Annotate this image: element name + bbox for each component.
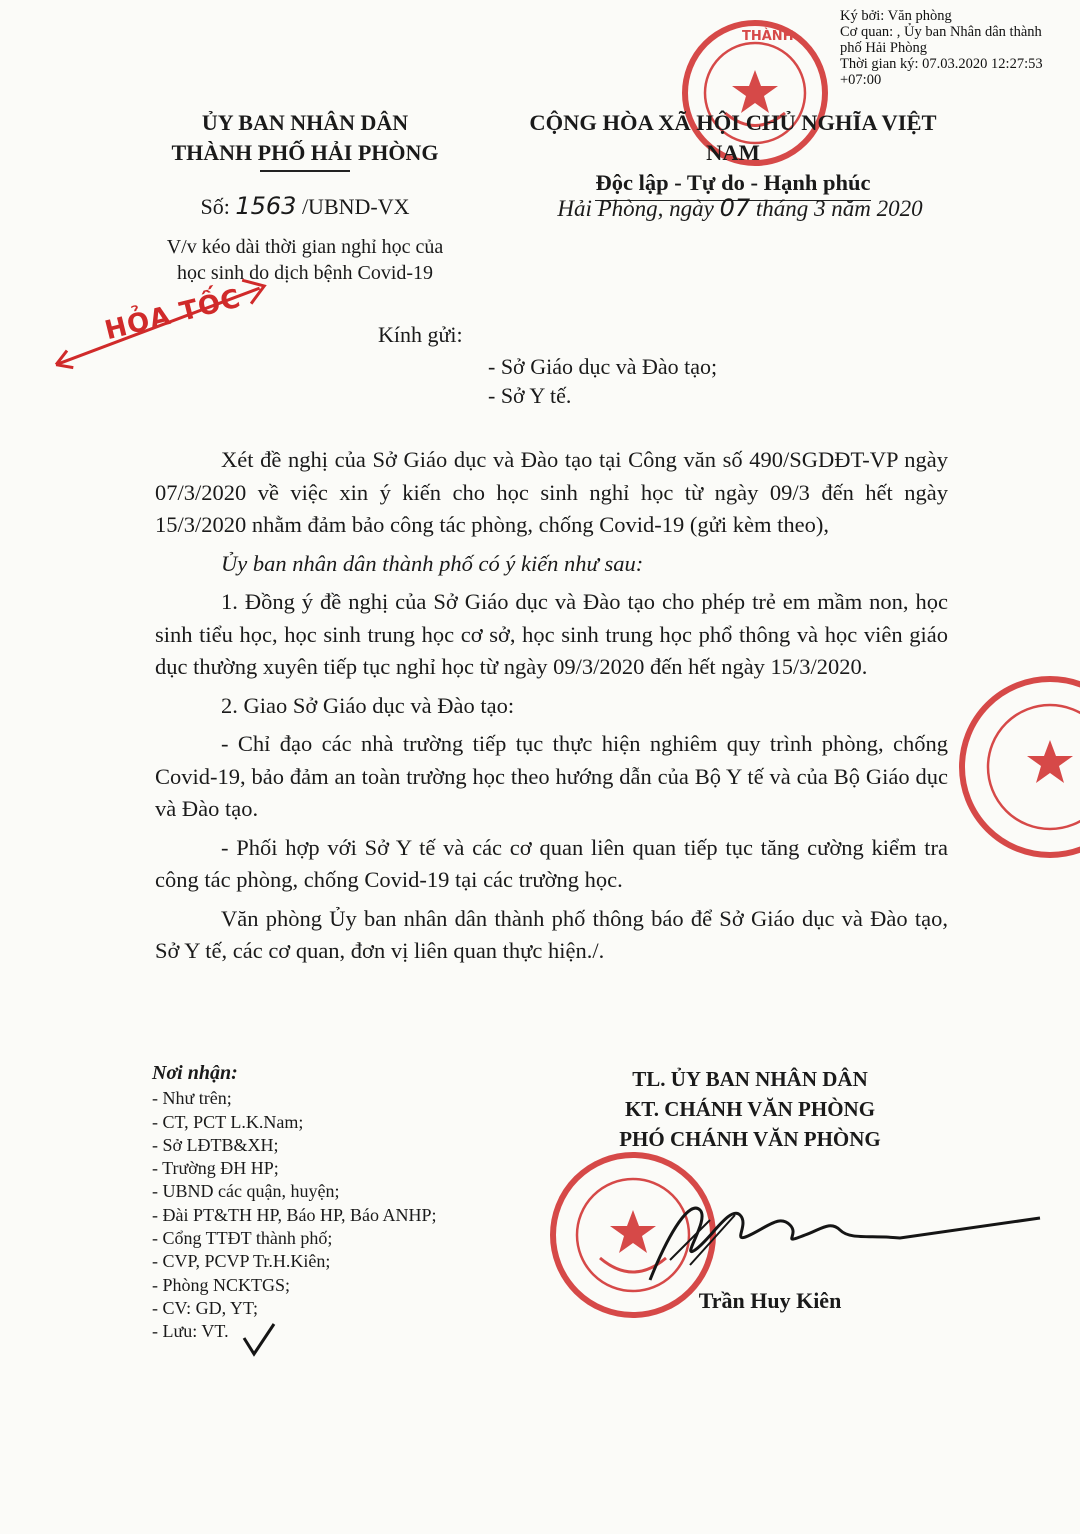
date-suffix: tháng 3 năm 2020 <box>755 196 923 221</box>
signer-line1: TL. ỦY BAN NHÂN DÂN <box>632 1067 868 1091</box>
svg-text:THÀNH: THÀNH <box>742 29 794 44</box>
date-day-handwritten: 07 <box>719 194 751 222</box>
org-name-line2: THÀNH PHỐ HẢI PHÒNG <box>171 140 439 165</box>
signature-agency-line2: phố Hải Phòng <box>840 40 927 56</box>
nation-motto: Độc lập - Tự do - Hạnh phúc <box>595 168 870 201</box>
signature-signer: Ký bởi: Văn phòng <box>840 8 952 24</box>
subject-line2: học sinh do dịch bệnh Covid-19 <box>176 262 434 284</box>
red-seal-margin-icon <box>955 672 1080 862</box>
urgent-stamp <box>53 283 245 359</box>
body-paragraph-3: 1. Đồng ý đề nghị của Sở Giáo dục và Đào tạo cho phép trẻ em mầm non, học sinh tiểu học, học sinh trung học cơ sở, học sinh trung học phổ thông và học viên giáo dục thường xuyên tiếp tục nghỉ học từ ngày 09/3/2020 đến hết ngày 15/3/2020. <box>155 589 948 679</box>
signer-line2: KT. CHÁNH VĂN PHÒNG <box>624 1097 876 1121</box>
distribution-item: - Đài PT&TH HP, Báo HP, Báo ANHP; <box>152 1204 437 1225</box>
body-paragraph-4: 2. Giao Sở Giáo dục và Đào tạo: <box>221 692 515 718</box>
urgent-stamp-text: HỎA TỐC <box>101 283 245 347</box>
issuing-organization <box>150 108 460 172</box>
distribution-item: - CVP, PCVP Tr.H.Kiên; <box>152 1251 331 1272</box>
signer-name: Trần Huy Kiên <box>698 1288 842 1313</box>
signature-time-line2: +07:00 <box>840 72 882 88</box>
document-date <box>530 194 950 222</box>
org-name-line1: ỦY BAN NHÂN DÂN <box>201 110 409 135</box>
handwritten-signature-icon <box>640 1190 1050 1290</box>
document-subject <box>150 234 460 286</box>
doc-number-suffix: /UBND-VX <box>301 194 410 219</box>
distribution-title: Nơi nhận: <box>152 1062 238 1084</box>
doc-number-prefix: Số: <box>200 194 230 219</box>
signature-time-line1: Thời gian ký: 07.03.2020 12:27:53 <box>840 56 1043 72</box>
document-body <box>155 444 948 968</box>
body-paragraph-2: Ủy ban nhân dân thành phố có ý kiến như sau: <box>221 550 644 576</box>
recipient-item: - Sở Giáo dục và Đào tạo; <box>488 354 718 379</box>
distribution-item: - CT, PCT L.K.Nam; <box>152 1111 304 1132</box>
signer-block <box>590 1064 910 1154</box>
body-paragraph-1: Xét đề nghị của Sở Giáo dục và Đào tạo tại Công văn số 490/SGDĐT-VP ngày 07/3/2020 về việc xin ý kiến cho học sinh nghỉ học từ ngày 09/3 đến hết ngày 15/3/2020 nhằm đảm bảo công tác phòng, chống Covid-19 (gửi kèm theo), <box>155 447 948 537</box>
distribution-item: - Trường ĐH HP; <box>152 1158 279 1179</box>
distribution-item: - Lưu: VT. <box>152 1321 229 1342</box>
national-motto <box>500 108 966 201</box>
distribution-item: - Sở LĐTB&XH; <box>152 1134 279 1155</box>
distribution-list <box>152 1062 512 1344</box>
doc-number-handwritten: 1563 <box>235 192 297 220</box>
distribution-item: - CV: GD, YT; <box>152 1297 258 1318</box>
greeting: Kính gửi: <box>378 322 463 347</box>
recipient-item: - Sở Y tế. <box>488 383 572 408</box>
check-mark-icon <box>240 1320 280 1360</box>
subject-line1: V/v kéo dài thời gian nghỉ học của <box>166 236 444 258</box>
signer-line3: PHÓ CHÁNH VĂN PHÒNG <box>619 1127 881 1151</box>
recipient-list <box>488 352 717 410</box>
body-paragraph-6: - Phối hợp với Sở Y tế và các cơ quan liên quan tiếp tục tăng cường kiểm tra công tác phòng, chống Covid-19 tại các trường học. <box>155 834 948 892</box>
document-number <box>150 192 460 220</box>
date-prefix: Hải Phòng, ngày <box>557 196 714 221</box>
digital-signature-info <box>840 8 1076 88</box>
body-paragraph-7: Văn phòng Ủy ban nhân dân thành phố thông báo để Sở Giáo dục và Đào tạo, Sở Y tế, các cơ quan, đơn vị liên quan thực hiện./. <box>155 905 948 963</box>
signature-agency-line1: Cơ quan: , Ủy ban Nhân dân thành <box>840 24 1042 40</box>
body-paragraph-5: - Chỉ đạo các nhà trường tiếp tục thực hiện nghiêm quy trình phòng, chống Covid-19, bảo đảm an toàn trường học theo hướng dẫn của Bộ Y tế và của Bộ Giáo dục và Đào tạo. <box>155 731 948 821</box>
distribution-item: - Phòng NCKTGS; <box>152 1274 291 1295</box>
distribution-item: - Cổng TTĐT thành phố; <box>152 1228 333 1249</box>
org-underline <box>260 170 350 172</box>
nation-name: CỘNG HÒA XÃ HỘI CHỦ NGHĨA VIỆT NAM <box>529 110 937 165</box>
distribution-item: - Như trên; <box>152 1088 232 1109</box>
distribution-item: - UBND các quận, huyện; <box>152 1181 340 1202</box>
